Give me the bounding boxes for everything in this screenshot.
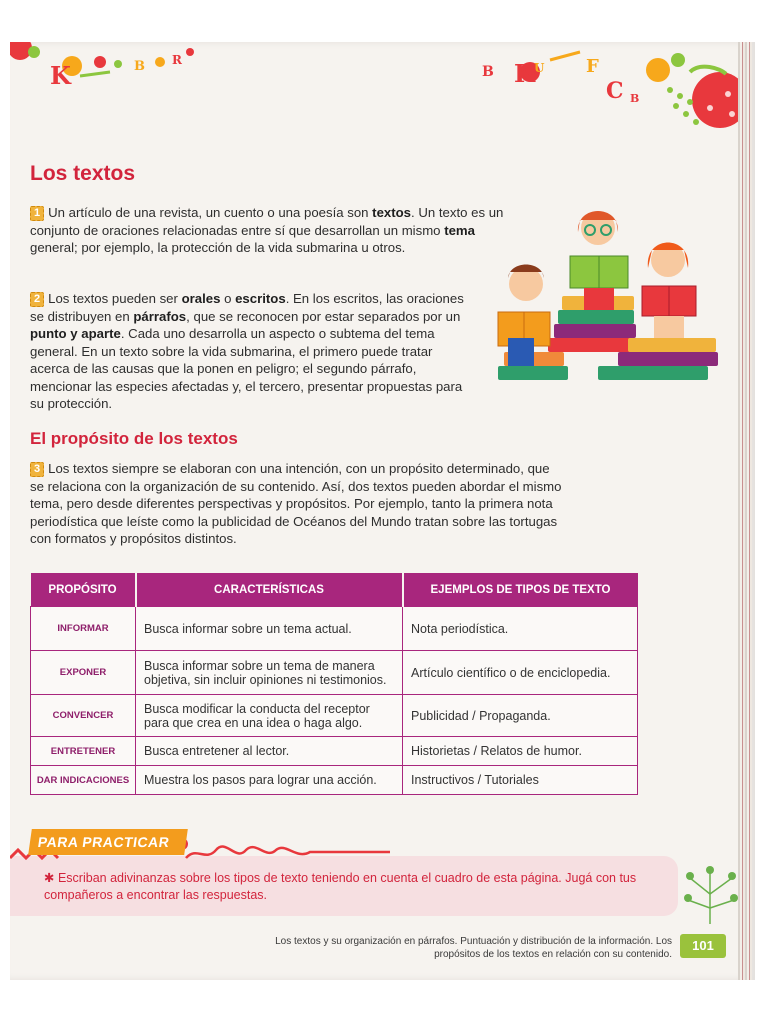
- paragraph-number: 1: [30, 206, 44, 221]
- text-run: Los textos pueden ser: [48, 291, 182, 306]
- characteristics-cell: Busca informar sobre un tema de manera objetiva, sin incluir opiniones ni testimonios.: [136, 651, 403, 695]
- section-title: Los textos: [30, 162, 136, 185]
- practice-text: Escriban adivinanzas sobre los tipos de texto teniendo en cuenta el cuadro de esta página. Jugá con tus compañeros a encontrar las respuestas.: [44, 871, 637, 902]
- table-row: [31, 695, 638, 737]
- section-subtitle: El propósito de los textos: [30, 429, 238, 448]
- table-header-cell: EJEMPLOS DE TIPOS DE TEXTO: [403, 573, 638, 607]
- purpose-table: [30, 573, 638, 795]
- header-letter: C: [606, 78, 624, 104]
- examples-cell: Historietas / Relatos de humor.: [403, 737, 638, 766]
- bold-term: textos: [372, 205, 412, 220]
- table-header-cell: PROPÓSITO: [31, 573, 136, 607]
- examples-cell: Instructivos / Tutoriales: [403, 766, 638, 795]
- bold-term: tema: [444, 222, 475, 238]
- bold-term: punto y aparte: [30, 326, 121, 341]
- text-run: Los textos siempre se elaboran con una intención, con un propósito determinado, que se relaciona con la organización de su contenido. Así, dos textos pueden abordar el mismo tema, pero desde diferentes perspectivas y propósitos. Por ejemplo, tanto la primera nota periodística que leíste como la publicidad de Océanos del Mundo tratan sobre las tortugas con formatos y propósitos distintos.: [30, 461, 562, 546]
- purpose-cell: DAR INDICACIONES: [31, 766, 136, 795]
- text-run: . Cada uno desarrolla un aspecto o subtema del tema general. En un texto sobre la vida submarina, el primero puede tratar acerca de las causas que la ponen en peligro; el segundo párrafo, mencionar las especies afectadas y, el tercero, presentar propuestas para su protección.: [30, 326, 463, 411]
- text-run: general; por ejemplo, la protección de la vida submarina u otros.: [30, 240, 406, 255]
- header-decoration-left: [10, 42, 210, 102]
- characteristics-cell: Muestra los pasos para lograr una acción.: [136, 766, 403, 795]
- header-decoration-right: [470, 42, 738, 134]
- children-reading-illustration: [478, 198, 726, 394]
- practice-label: PARA PRACTICAR: [28, 829, 188, 855]
- paragraph-3: [30, 460, 566, 548]
- header-letter: B: [134, 59, 145, 74]
- text-run: . En los escritos, las oraciones se distribuyen en: [30, 291, 464, 324]
- table-row: [31, 651, 638, 695]
- characteristics-cell: Busca informar sobre un tema actual.: [136, 607, 403, 651]
- page-edge: [738, 42, 752, 980]
- table-row: [31, 607, 638, 651]
- bold-term: párrafos: [133, 308, 187, 324]
- bold-term: orales: [181, 291, 221, 306]
- header-letter: U: [534, 61, 545, 75]
- footer-text: Los textos y su organización en párrafos. Puntuación y distribución de la información. Los propósitos de los textos en relación con su contenido.: [275, 936, 672, 960]
- header-letter: F: [586, 56, 599, 77]
- practice-instructions: [44, 870, 664, 904]
- purpose-cell: CONVENCER: [31, 695, 136, 737]
- examples-cell: Publicidad / Propaganda.: [403, 695, 638, 737]
- paragraph-2: [30, 290, 473, 413]
- table-header-cell: CARACTERÍSTICAS: [136, 573, 403, 607]
- header-letter: B: [630, 92, 640, 105]
- header-letter: B: [482, 64, 494, 80]
- text-run: . Un texto es un conjunto de oraciones relacionadas entre sí que desarrollan un mismo: [30, 205, 504, 238]
- text-run: Un artículo de una revista, un cuento o una poesía son: [48, 205, 373, 220]
- page-number: 101: [680, 934, 726, 958]
- asterisk-icon: ✱: [44, 871, 55, 885]
- header-letter: K: [50, 61, 71, 90]
- header-letter: R: [172, 53, 182, 67]
- text-run: o: [220, 291, 236, 306]
- table-row: [31, 737, 638, 766]
- bold-term: escritos: [235, 291, 286, 306]
- text-run: , que se reconocen por estar separados por un: [186, 308, 461, 324]
- purpose-cell: INFORMAR: [31, 607, 136, 651]
- characteristics-cell: Busca entretener al lector.: [136, 737, 403, 766]
- examples-cell: Nota periodística.: [403, 607, 638, 651]
- plant-decoration: [680, 864, 740, 928]
- purpose-cell: ENTRETENER: [31, 737, 136, 766]
- paragraph-number: 3: [30, 462, 44, 477]
- characteristics-cell: Busca modificar la conducta del receptor para que crea en una idea o haga algo.: [136, 695, 403, 737]
- purpose-cell: EXPONER: [31, 651, 136, 695]
- table-row: [31, 766, 638, 795]
- table-header-row: [31, 573, 638, 607]
- paragraph-1: [30, 204, 525, 257]
- header-letter: K: [514, 59, 535, 88]
- paragraph-number: 2: [30, 292, 44, 307]
- examples-cell: Artículo científico o de enciclopedia.: [403, 651, 638, 695]
